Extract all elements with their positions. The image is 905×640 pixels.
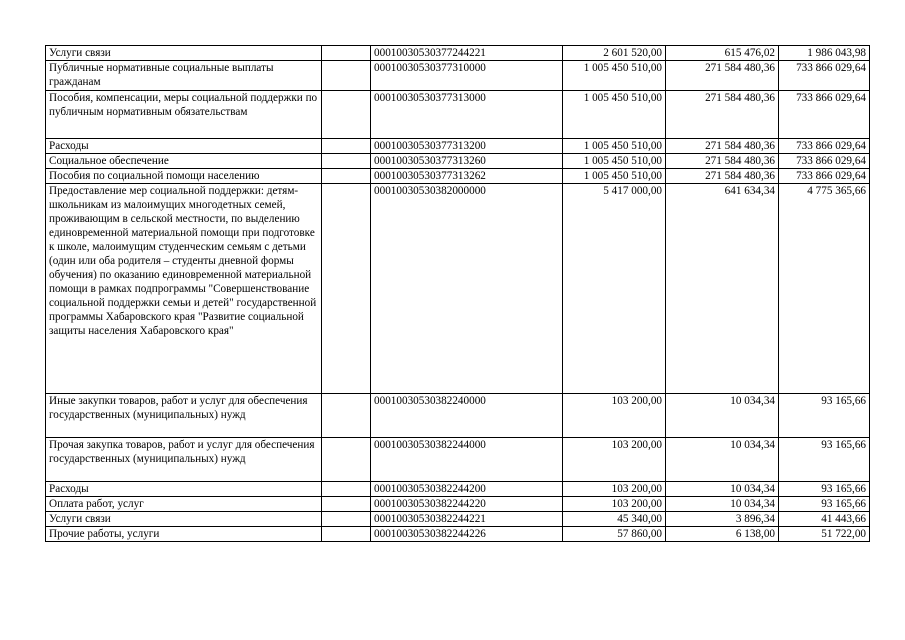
row-unexecuted-amount: 733 866 029,64 — [779, 169, 870, 184]
budget-execution-table — [45, 45, 870, 542]
row-approved-amount: 57 860,00 — [563, 527, 666, 542]
row-approved-amount: 45 340,00 — [563, 512, 666, 527]
row-approved-amount: 1 005 450 510,00 — [563, 61, 666, 91]
row-name: Расходы — [46, 482, 322, 497]
row-budget-code: 00010030530377244221 — [371, 46, 563, 61]
table-row — [46, 154, 870, 169]
row-line-code — [322, 46, 371, 61]
table-row — [46, 91, 870, 139]
row-name: Прочая закупка товаров, работ и услуг для обеспечения государственных (муниципальных) нужд — [46, 438, 322, 482]
row-executed-amount: 641 634,34 — [666, 184, 779, 394]
table-row — [46, 46, 870, 61]
row-executed-amount: 3 896,34 — [666, 512, 779, 527]
row-budget-code: 00010030530382240000 — [371, 394, 563, 438]
row-line-code — [322, 497, 371, 512]
row-name: Расходы — [46, 139, 322, 154]
row-approved-amount: 103 200,00 — [563, 497, 666, 512]
row-executed-amount: 10 034,34 — [666, 394, 779, 438]
row-name: Оплата работ, услуг — [46, 497, 322, 512]
row-name: Услуги связи — [46, 46, 322, 61]
row-approved-amount: 103 200,00 — [563, 482, 666, 497]
row-unexecuted-amount: 733 866 029,64 — [779, 139, 870, 154]
row-name: Социальное обеспечение — [46, 154, 322, 169]
row-unexecuted-amount: 733 866 029,64 — [779, 154, 870, 169]
row-unexecuted-amount: 1 986 043,98 — [779, 46, 870, 61]
row-executed-amount: 271 584 480,36 — [666, 139, 779, 154]
row-line-code — [322, 154, 371, 169]
row-approved-amount: 103 200,00 — [563, 394, 666, 438]
row-line-code — [322, 394, 371, 438]
row-budget-code: 00010030530377313200 — [371, 139, 563, 154]
row-budget-code: 00010030530382244221 — [371, 512, 563, 527]
row-name: Услуги связи — [46, 512, 322, 527]
row-budget-code: 00010030530382244200 — [371, 482, 563, 497]
row-line-code — [322, 482, 371, 497]
row-name: Иные закупки товаров, работ и услуг для обеспечения государственных (муниципальных) нужд — [46, 394, 322, 438]
table-row — [46, 438, 870, 482]
row-line-code — [322, 438, 371, 482]
row-budget-code: 00010030530382244220 — [371, 497, 563, 512]
row-unexecuted-amount: 93 165,66 — [779, 394, 870, 438]
table-row — [46, 139, 870, 154]
row-name: Предоставление мер социальной поддержки: детям-школьникам из малоимущих многодетных семей, проживающим в сельской местности, по выделению единовременной материальной помощи при подготовке к школе, малоимущим студенческим семьям с детьми (один или оба родителя – студенты дневной формы обучения) по оказанию единовременной материальной помощи в рамках подпрограммы "Совершенствование социальной поддержки семьи и детей" государственной программы Хабаровского края "Развитие социальной защиты населения Хабаровского края" — [46, 184, 322, 394]
row-approved-amount: 1 005 450 510,00 — [563, 139, 666, 154]
row-approved-amount: 5 417 000,00 — [563, 184, 666, 394]
row-line-code — [322, 139, 371, 154]
row-unexecuted-amount: 93 165,66 — [779, 438, 870, 482]
table-row — [46, 482, 870, 497]
table-row — [46, 394, 870, 438]
table-row — [46, 527, 870, 542]
row-name: Публичные нормативные социальные выплаты гражданам — [46, 61, 322, 91]
table-row — [46, 184, 870, 394]
row-name: Пособия по социальной помощи населению — [46, 169, 322, 184]
row-executed-amount: 615 476,02 — [666, 46, 779, 61]
table-row — [46, 497, 870, 512]
row-line-code — [322, 184, 371, 394]
row-name: Прочие работы, услуги — [46, 527, 322, 542]
document-page — [45, 45, 869, 542]
row-budget-code: 00010030530382244226 — [371, 527, 563, 542]
table-row — [46, 512, 870, 527]
row-approved-amount: 2 601 520,00 — [563, 46, 666, 61]
row-approved-amount: 1 005 450 510,00 — [563, 169, 666, 184]
row-executed-amount: 6 138,00 — [666, 527, 779, 542]
row-budget-code: 00010030530377313262 — [371, 169, 563, 184]
row-budget-code: 00010030530377313260 — [371, 154, 563, 169]
row-line-code — [322, 169, 371, 184]
row-budget-code: 00010030530377310000 — [371, 61, 563, 91]
row-executed-amount: 271 584 480,36 — [666, 169, 779, 184]
row-budget-code: 00010030530377313000 — [371, 91, 563, 139]
row-executed-amount: 10 034,34 — [666, 438, 779, 482]
row-unexecuted-amount: 733 866 029,64 — [779, 91, 870, 139]
row-executed-amount: 271 584 480,36 — [666, 61, 779, 91]
row-executed-amount: 271 584 480,36 — [666, 91, 779, 139]
row-unexecuted-amount: 93 165,66 — [779, 497, 870, 512]
row-line-code — [322, 61, 371, 91]
row-line-code — [322, 91, 371, 139]
row-budget-code: 00010030530382244000 — [371, 438, 563, 482]
row-executed-amount: 271 584 480,36 — [666, 154, 779, 169]
row-approved-amount: 1 005 450 510,00 — [563, 154, 666, 169]
row-unexecuted-amount: 93 165,66 — [779, 482, 870, 497]
row-unexecuted-amount: 733 866 029,64 — [779, 61, 870, 91]
row-name: Пособия, компенсации, меры социальной поддержки по публичным нормативным обязательствам — [46, 91, 322, 139]
row-unexecuted-amount: 4 775 365,66 — [779, 184, 870, 394]
row-approved-amount: 1 005 450 510,00 — [563, 91, 666, 139]
row-line-code — [322, 512, 371, 527]
table-row — [46, 169, 870, 184]
table-row — [46, 61, 870, 91]
row-line-code — [322, 527, 371, 542]
row-budget-code: 00010030530382000000 — [371, 184, 563, 394]
row-unexecuted-amount: 41 443,66 — [779, 512, 870, 527]
row-executed-amount: 10 034,34 — [666, 482, 779, 497]
row-approved-amount: 103 200,00 — [563, 438, 666, 482]
row-executed-amount: 10 034,34 — [666, 497, 779, 512]
row-unexecuted-amount: 51 722,00 — [779, 527, 870, 542]
